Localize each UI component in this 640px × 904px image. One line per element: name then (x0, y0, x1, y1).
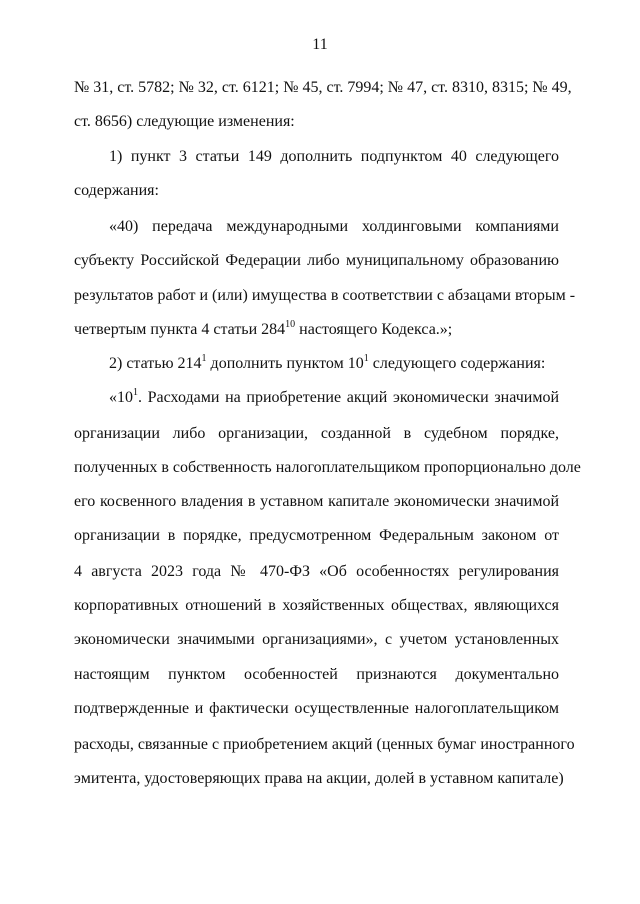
quote10-line-8: экономически значимыми организациями», с учетом установленных (74, 631, 559, 648)
intro-line-2: ст. 8656) следующие изменения: (74, 113, 295, 130)
quote10-line-3: полученных в собственность налогоплательщиком пропорционально доле (74, 459, 581, 476)
intro-line-1: № 31, ст. 5782; № 32, ст. 6121; № 45, ст. 7994; № 47, ст. 8310, 8315; № 49, (74, 79, 572, 96)
quote10-line-9: настоящим пунктом особенностей признаются документально (74, 666, 559, 683)
page-number: 11 (312, 36, 328, 53)
quote10-line-4: его косвенного владения в уставном капитале экономически значимой (74, 493, 559, 510)
quote40-line-4: четвертым пункта 4 статьи $284^{10}$ настоящего Кодекса.»; (74, 319, 453, 338)
quote10-line-10: подтвержденные и фактически осуществленные налогоплательщиком (74, 700, 559, 717)
quote10-line-7: корпоративных отношений в хозяйственных обществах, являющихся (74, 597, 559, 614)
quote40-line-1: «40) передача международными холдинговыми компаниями (109, 218, 559, 235)
quote10-line-6: 4 августа 2023 года № 470-ФЗ «Об особенностях регулирования (74, 563, 559, 580)
item1-line-2: содержания: (74, 182, 159, 199)
quote10-line-1: «$10^1$. Расходами на приобретение акций экономически значимой (109, 387, 559, 406)
quote10-line-2: организации либо организации, созданной в судебном порядке, (74, 425, 559, 442)
quote10-line-11: расходы, связанные с приобретением акций (ценных бумаг иностранного (74, 736, 575, 753)
quote40-line-2: субъекту Российской Федерации либо муниципальному образованию (74, 252, 559, 269)
item1-line-1: 1) пункт 3 статьи 149 дополнить подпунктом 40 следующего (109, 148, 559, 165)
item2-line: 2) статью $214^1$ дополнить пунктом $10^1$ следующего содержания: (109, 353, 546, 372)
quote10-line-12: эмитента, удостоверяющих права на акции, долей в уставном капитале) (74, 770, 564, 787)
quote40-line-3: результатов работ и (или) имущества в соответствии с абзацами вторым - (74, 287, 576, 304)
quote10-line-5: организации в порядке, предусмотренном Федеральным законом от (74, 527, 559, 544)
